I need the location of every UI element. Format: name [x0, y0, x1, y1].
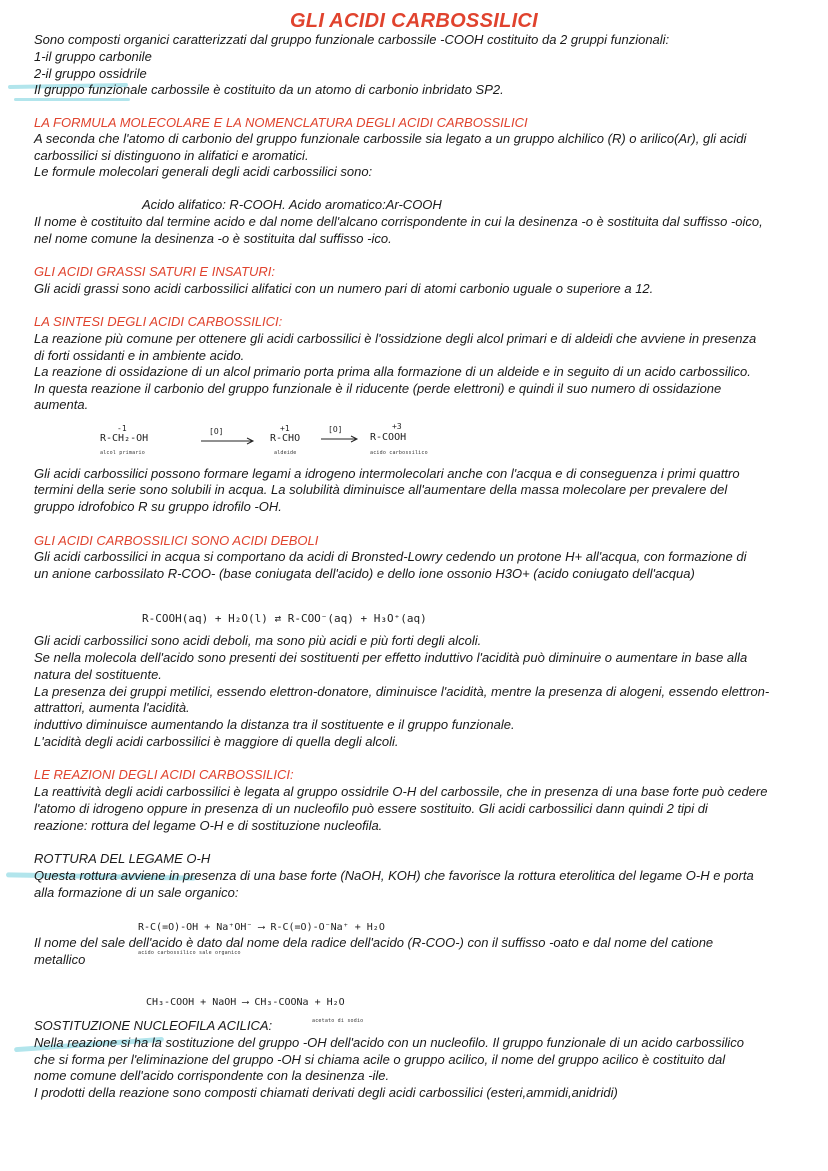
paragraph-line: Gli acidi grassi sono acidi carbossilici alifatici con un numero pari di atomi carbonio uguale o superiore a 12. — [34, 281, 654, 296]
oxidant-label: [O] — [209, 427, 224, 436]
paragraph-line: gruppo idrofobico R su gruppo idrofilo -OH. — [34, 499, 282, 514]
oxidation-number: -1 — [117, 424, 127, 433]
paragraph-line: un anione carbossilato R-COO- (base coniugata dell'acido) e dello ione ossonio H3O+ (acido coniugato dell'acqua) — [34, 566, 695, 581]
reaction-arrow — [200, 437, 256, 445]
section-heading-oh-break: ROTTURA DEL LEGAME O-H — [34, 851, 211, 866]
salt-reaction: R-C(=O)-OH + Na⁺OH⁻ ⟶ R-C(=O)-O⁻Na⁺ + H₂O — [138, 922, 385, 933]
reaction-arrow — [320, 435, 360, 443]
section-heading-synthesis: LA SINTESI DEGLI ACIDI CARBOSSILICI: — [34, 314, 283, 329]
oxidation-number: +3 — [392, 422, 402, 431]
reaction-intermediate: R-CHO — [270, 433, 301, 444]
general-formulas: Acido alifatico: R-COOH. Acido aromatico:Ar-COOH — [142, 197, 442, 212]
paragraph-line: La presenza dei gruppi metilici, essendo elettron-donatore, diminuisce l'acidità, mentre la presenza di alogeni, essendo elettron- — [34, 684, 770, 699]
paragraph-line: La reazione di ossidazione di un alcol primario porta prima alla formazione di un aldeide e in seguito di un acido carbossilico. — [34, 364, 751, 379]
example-reaction: CH₃-COOH + NaOH ⟶ CH₃-COONa + H₂O — [146, 997, 345, 1008]
paragraph-line: nel nome comune la desinenza -o è sostituita dal suffisso -ico. — [34, 231, 392, 246]
paragraph-line: I prodotti della reazione sono composti chiamati derivati degli acidi carbossilici (esteri,ammidi,anidridi) — [34, 1085, 618, 1100]
equilibrium-equation: R-COOH(aq) + H₂O(l) ⇄ R-COO⁻(aq) + H₃O⁺(aq) — [142, 612, 427, 625]
paragraph-line: La reazione più comune per ottenere gli acidi carbossilici è l'ossidzione degli alcol primari e di aldeidi che avviene in presenza — [34, 331, 757, 346]
intro-line: 2-il gruppo ossidrile — [34, 66, 147, 81]
paragraph-line: di forti ossidanti e in ambiente acido. — [34, 348, 245, 363]
paragraph-line: attrattori, aumenta l'acidità. — [34, 700, 190, 715]
paragraph-line: reazione: rottura del legame O-H e di sostituzione nucleofila. — [34, 818, 383, 833]
paragraph-line: Il nome del sale dell'acido è dato dal nome dela radice dell'acido (R-COO-) con il suffisso -oato e dal nome del catione — [34, 935, 714, 950]
paragraph-line: In questa reazione il carbonio del gruppo funzionale è il riducente (perde elettroni) e quindi il suo numero di ossidazione — [34, 381, 722, 396]
highlight-mark — [14, 98, 130, 101]
page-title: GLI ACIDI CARBOSSILICI — [289, 10, 539, 32]
paragraph-line: L'acidità degli acidi carbossilici è maggiore di quella degli alcoli. — [34, 734, 399, 749]
intro-line: 1-il gruppo carbonile — [34, 49, 152, 64]
paragraph-line: Nella reazione si ha la sostituzione del gruppo -OH dell'acido con un nucleofilo. Il gruppo funzionale di un acido carbossilico — [34, 1035, 744, 1050]
reaction-product: R-COOH — [370, 432, 407, 443]
oxidation-number: +1 — [280, 424, 290, 433]
paragraph-line: alla formazione di un sale organico: — [34, 885, 239, 900]
reaction-reactant: R-CH₂-OH — [100, 433, 149, 444]
section-heading-acyl-substitution: SOSTITUZIONE NUCLEOFILA ACILICA: — [34, 1018, 273, 1033]
section-heading-weak-acids: GLI ACIDI CARBOSSILICI SONO ACIDI DEBOLI — [34, 533, 319, 548]
intro-line: Il gruppo funzionale carbossile è costituito da un atomo di carbonio inbridato SP2. — [34, 82, 504, 97]
oxidant-label: [O] — [328, 425, 343, 434]
paragraph-line: La reattività degli acidi carbossilici è legata al gruppo ossidrile O-H del carbossile, che in presenza di una base forte può cedere — [34, 784, 768, 799]
salt-reaction-labels: acido carbossilico sale organico — [138, 950, 241, 956]
paragraph-line: Se nella molecola dell'acido sono presenti dei sostituenti per effetto induttivo l'acidità può diminuire o aumentare in base alla — [34, 650, 748, 665]
paragraph-line: A seconda che l'atomo di carbonio del gruppo funzionale carbossile sia legato a un gruppo alchilico (R) o arilico(Ar), gli acidi — [34, 131, 747, 146]
paragraph-line: Gli acidi carbossilici in acqua si comportano da acidi di Bronsted-Lowry cedendo un protone H+ all'acqua, con formazione di — [34, 549, 747, 564]
paragraph-line: Il nome è costituito dal termine acido e dal nome dell'alcano corrispondente in cui la desinenza -o è sostituita dal suffisso -oico, — [34, 214, 763, 229]
paragraph-line: Le formule molecolari generali degli acidi carbossilici sono: — [34, 164, 373, 179]
paragraph-line: natura del sostituente. — [34, 667, 162, 682]
intro-line: Sono composti organici caratterizzati dal gruppo funzionale carbossile -COOH costituito da 2 gruppi funzionali: — [34, 32, 670, 47]
paragraph-line: carbossilici si distinguono in alifatici e aromatici. — [34, 148, 309, 163]
reaction-label: acido carbossilico — [370, 450, 428, 456]
paragraph-line: che si forma per l'eliminazione del gruppo -OH si chiama acile o gruppo acilico, il nome del gruppo acilico è costituito dal — [34, 1052, 726, 1067]
paragraph-line: Gli acidi carbossilici possono formare legami a idrogeno intermolecolari anche con l'acqua e di conseguenza i primi quattro — [34, 466, 740, 481]
paragraph-line: l'atomo di idrogeno oppure in presenza di un nucleofilo può essere sostituito. Gli acidi carbossilici dann quindi 2 tipi di — [34, 801, 708, 816]
reaction-label: alcol primario — [100, 450, 145, 456]
section-heading-fatty-acids: GLI ACIDI GRASSI SATURI E INSATURI: — [34, 264, 276, 279]
reaction-label: aldeide — [274, 450, 297, 456]
section-heading-reactions: LE REAZIONI DEGLI ACIDI CARBOSSILICI: — [34, 767, 294, 782]
paragraph-line: termini della serie sono solubili in acqua. La solubilità diminuisce all'aumentare della massa molecolare per prevalere del — [34, 482, 728, 497]
example-reaction-label: acetato di sodio — [312, 1018, 364, 1024]
section-heading-formula: LA FORMULA MOLECOLARE E LA NOMENCLATURA DEGLI ACIDI CARBOSSILICI — [34, 115, 528, 130]
paragraph-line: induttivo diminuisce aumentando la distanza tra il sostituente e il gruppo funzionale. — [34, 717, 515, 732]
paragraph-line: Questa rottura avviene in presenza di una base forte (NaOH, KOH) che favorisce la rottura eterolitica del legame O-H e porta — [34, 868, 754, 883]
paragraph-line: metallico — [34, 952, 86, 967]
paragraph-line: nome comune dell'acido corrispondente con la desinenza -ile. — [34, 1068, 390, 1083]
paragraph-line: aumenta. — [34, 397, 89, 412]
paragraph-line: Gli acidi carbossilici sono acidi deboli, ma sono più acidi e più forti degli alcoli. — [34, 633, 482, 648]
